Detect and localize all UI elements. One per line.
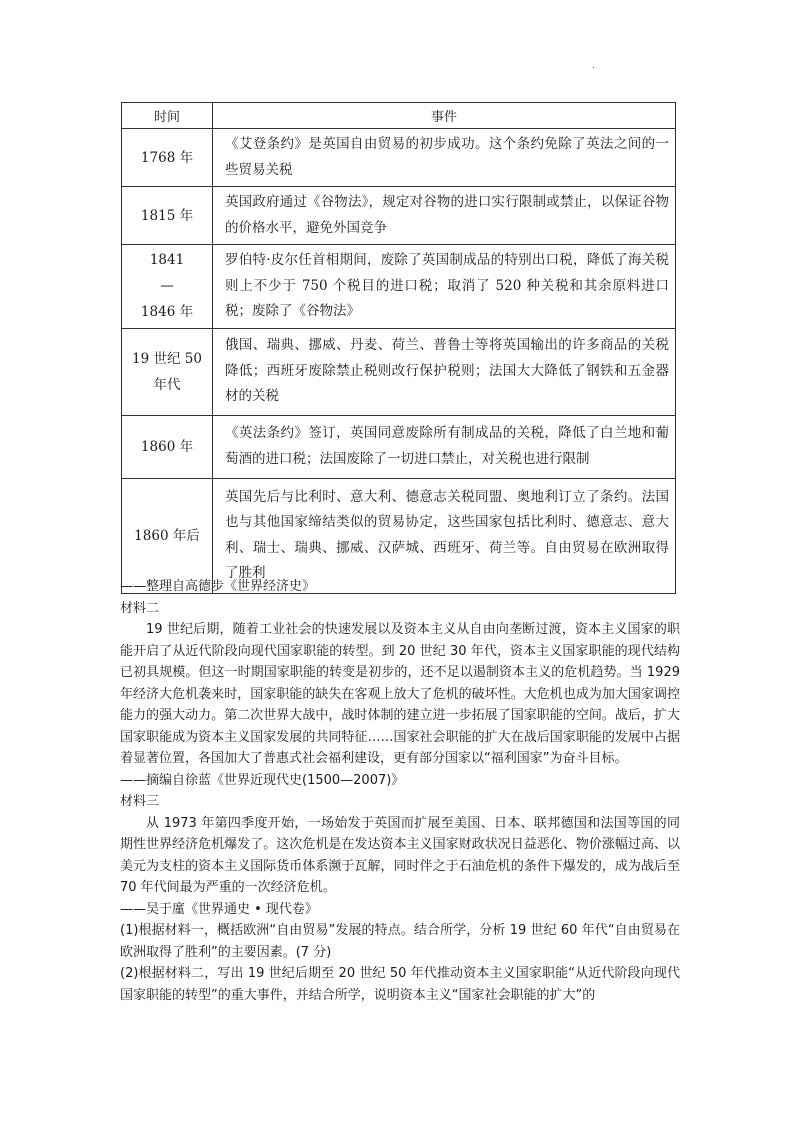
question-2: (2)根据材料二，写出 19 世纪后期至 20 世纪 50 年代推动资本主义国家职能“从近代阶段向现代国家职能的转型”的重大事件，并结合所学，说明资本主义“国家社会职能的扩大”的 — [120, 966, 680, 1003]
material-2-heading: 材料二 — [120, 600, 160, 616]
material-2-source: ——摘编自徐蓝《世界近现代史(1500—2007)》 — [120, 772, 405, 788]
row-event: 英国政府通过《谷物法》，规定对谷物的进口实行限制或禁止，以保证谷物的价格水平，避免外国竞争 — [213, 187, 676, 245]
material-3-body: 从 1973 年第四季度开始，一场始发于英国而扩展至美国、日本、联邦德国和法国等国的同期性世界经济危机爆发了。这次危机是在发达资本主义国家财政状况日益恶化、物价涨幅过高、以美元为支柱的资本主义国际货币体系濒于瓦解，同时伴之于石油危机的条件下爆发的，成为战后至 70 年代间最为严重的一次经济危机。 — [120, 815, 680, 895]
table-header-row — [122, 103, 676, 129]
table-row — [122, 245, 676, 329]
question-1: (1)根据材料一，概括欧洲“自由贸易”发展的特点。结合所学，分析 19 世纪 60 年代“自由贸易在欧洲取得了胜利”的主要因素。(7 分) — [120, 923, 680, 960]
source-1: ——整理自高德步《世界经济史》 — [120, 579, 316, 594]
material-3-heading: 材料三 — [120, 794, 160, 809]
row-time: 1860 年 — [122, 415, 213, 478]
header-event: 事件 — [213, 103, 676, 129]
table-row — [122, 129, 676, 187]
row-event: 罗伯特·皮尔任首相期间，废除了英国制成品的特别出口税，降低了海关税则上不少于 750 个税目的进口税；取消了 520 种关税和其余原料进口税；废除了《谷物法》 — [213, 245, 676, 329]
table-row — [122, 187, 676, 245]
row-event: 《英法条约》签订，英国同意废除所有制成品的关税，降低了白兰地和葡萄酒的进口税；法国废除了一切进口禁止，对关税也进行限制 — [213, 415, 676, 478]
row-event: 英国先后与比利时、意大利、德意志关税同盟、奥地利订立了条约。法国也与其他国家缔结类似的贸易协定，这些国家包括比利时、德意志、意大利、瑞士、瑞典、挪威、汉萨城、西班牙、荷兰等。自由贸易在欧洲取得了胜利 — [213, 478, 676, 593]
row-event: 《艾登条约》是英国自由贸易的初步成功。这个条约免除了英法之间的一些贸易关税 — [213, 129, 676, 187]
row-time: 1815 年 — [122, 187, 213, 245]
row-time: 19 世纪 50 年代 — [122, 328, 213, 415]
header-time: 时间 — [122, 103, 213, 129]
document-body — [120, 576, 680, 1006]
table-row — [122, 328, 676, 415]
table-row — [122, 415, 676, 478]
material-3-source: ——吴于廑《世界通史 • 现代卷》 — [120, 901, 318, 917]
row-time: 1860 年后 — [122, 478, 213, 593]
row-time: 1768 年 — [122, 129, 213, 187]
material-2-body: 19 世纪后期，随着工业社会的快速发展以及资本主义从自由向垄断过渡，资本主义国家的职能开启了从近代阶段向现代国家职能的转型。到 20 世纪 30 年代，资本主义国家职能的现代结构已初具规模。但这一时期国家职能的转变是初步的，还不足以遏制资本主义的危机趋势。当 1929 年经济大危机袭来时，国家职能的缺失在客观上放大了危机的破坏性。大危机也成为加大国家调控能力的强大动力。第二次世界大战中，战时体制的建立进一步拓展了国家职能的空间。战后，扩大国家职能成为资本主义国家发展的共同特征……国家社会职能的扩大在战后国家职能的发展中占据着显著位置，各国加大了普惠式社会福利建设，更有部分国家以“福利国家”为奋斗目标。 — [120, 622, 680, 766]
row-time: 1841 — 1846 年 — [122, 245, 213, 329]
events-table — [121, 102, 676, 594]
corner-mark: . — [592, 60, 596, 71]
row-event: 俄国、瑞典、挪威、丹麦、荷兰、普鲁士等将英国输出的许多商品的关税降低；西班牙废除禁止税则改行保护税则；法国大大降低了钢铁和五金器材的关税 — [213, 328, 676, 415]
